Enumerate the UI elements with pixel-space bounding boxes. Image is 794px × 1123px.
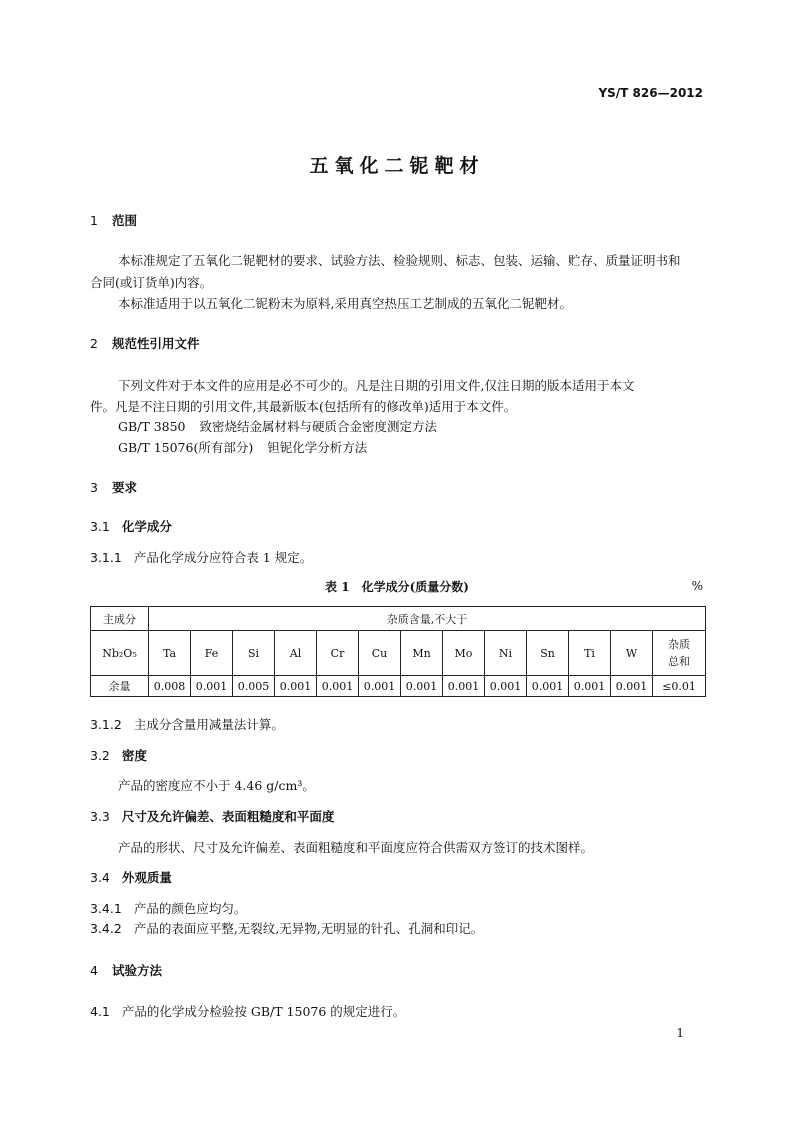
value-cell: 0.001: [359, 676, 401, 697]
element-cell: Mo: [443, 631, 485, 676]
main-value: 余量: [91, 676, 149, 697]
document-title: 五氧化二铌靶材: [309, 155, 485, 177]
impurity-header: 杂质含量,不大于: [149, 607, 706, 631]
table-element-row: [91, 631, 706, 676]
table-value-row: [91, 676, 706, 697]
reference-item: [118, 438, 367, 456]
reference-code: GB/T 3850: [118, 419, 186, 434]
table-unit: %: [691, 579, 703, 593]
section-title: 范围: [111, 213, 137, 228]
value-cell: 0.001: [317, 676, 359, 697]
section-number: 1: [90, 213, 98, 228]
element-cell: Ni: [485, 631, 527, 676]
element-cell: W: [611, 631, 653, 676]
main-formula: Nb₂O₅: [91, 631, 149, 676]
element-cell: Ta: [149, 631, 191, 676]
subsection-3-1-heading: [90, 517, 172, 535]
table-caption: 表 1 化学成分(质量分数): [325, 580, 469, 594]
scope-para-1-line-1: 本标准规定了五氧化二铌靶材的要求、试验方法、检验规则、标志、包装、运输、贮存、质量证明书和: [118, 253, 681, 268]
main-component-header: 主成分: [91, 607, 149, 631]
refs-para-line-1: 下列文件对于本文件的应用是必不可少的。凡是注日期的引用文件,仅注日期的版本适用于本文: [118, 378, 635, 393]
refs-para-line-2: 件。凡是不注日期的引用文件,其最新版本(包括所有的修改单)适用于本文件。: [90, 399, 517, 414]
value-cell: 0.001: [275, 676, 317, 697]
clause-text: 产品的表面应平整,无裂纹,无异物,无明显的针孔、孔洞和印记。: [133, 921, 484, 936]
element-cell: Si: [233, 631, 275, 676]
clause-text: 产品化学成分应符合表 1 规定。: [133, 550, 313, 565]
value-cell: 0.001: [401, 676, 443, 697]
total-value: ≤0.01: [653, 676, 706, 697]
value-cell: 0.008: [149, 676, 191, 697]
clause-4-1: [90, 1002, 405, 1020]
subsection-title: 尺寸及允许偏差、表面粗糙度和平面度: [121, 809, 335, 824]
density-text: 产品的密度应不小于 4.46 g/cm³。: [118, 778, 315, 793]
value-cell: 0.001: [443, 676, 485, 697]
page-number: 1: [676, 1026, 684, 1040]
value-cell: 0.005: [233, 676, 275, 697]
element-cell: Mn: [401, 631, 443, 676]
subsection-3-2-heading: [90, 746, 147, 764]
dimension-text: 产品的形状、尺寸及允许偏差、表面粗糙度和平面度应符合供需双方签订的技术图样。: [118, 840, 594, 855]
reference-title: 钽铌化学分析方法: [267, 440, 368, 455]
subsection-title: 外观质量: [121, 870, 172, 885]
element-cell: Ti: [569, 631, 611, 676]
subsection-number: 3.3: [90, 809, 110, 824]
clause-text: 产品的化学成分检验按 GB/T 15076 的规定进行。: [121, 1004, 406, 1019]
section-2-heading: [90, 334, 199, 352]
element-cell: Cr: [317, 631, 359, 676]
subsection-number: 3.2: [90, 748, 110, 763]
clause-3-1-1: [90, 548, 312, 566]
element-cell: Cu: [359, 631, 401, 676]
value-cell: 0.001: [485, 676, 527, 697]
clause-number: 4.1: [90, 1004, 110, 1019]
clause-3-4-1: [90, 899, 246, 917]
subsection-3-4-heading: [90, 868, 172, 886]
clause-number: 3.1.1: [90, 550, 122, 565]
total-label-line-2: 总和: [668, 655, 691, 668]
subsection-3-3-heading: [90, 807, 334, 825]
section-1-heading: [90, 211, 137, 229]
value-cell: 0.001: [527, 676, 569, 697]
subsection-title: 化学成分: [121, 519, 172, 534]
element-cell: Fe: [191, 631, 233, 676]
total-impurity-header: [653, 631, 706, 676]
clause-text: 主成分含量用减量法计算。: [133, 717, 284, 732]
section-title: 要求: [111, 480, 137, 495]
reference-item: [118, 417, 437, 435]
clause-number: 3.1.2: [90, 717, 122, 732]
element-cell: Al: [275, 631, 317, 676]
reference-title: 致密烧结金属材料与硬质合金密度测定方法: [199, 419, 438, 434]
section-number: 2: [90, 336, 98, 351]
total-label-line-1: 杂质: [668, 638, 691, 651]
section-title: 规范性引用文件: [111, 336, 200, 351]
subsection-number: 3.1: [90, 519, 110, 534]
chemical-composition-table: [90, 606, 706, 697]
clause-number: 3.4.2: [90, 921, 122, 936]
section-3-heading: [90, 478, 137, 496]
section-4-heading: [90, 961, 162, 979]
subsection-title: 密度: [121, 748, 147, 763]
scope-para-2: 本标准适用于以五氧化二铌粉末为原料,采用真空热压工艺制成的五氧化二铌靶材。: [118, 296, 572, 311]
section-number: 4: [90, 963, 98, 978]
value-cell: 0.001: [191, 676, 233, 697]
subsection-number: 3.4: [90, 870, 110, 885]
clause-text: 产品的颜色应均匀。: [133, 901, 247, 916]
clause-3-1-2: [90, 715, 284, 733]
scope-para-1-line-2: 合同(或订货单)内容。: [90, 275, 213, 290]
clause-3-4-2: [90, 919, 483, 937]
standard-code: YS/T 826—2012: [598, 86, 703, 100]
section-title: 试验方法: [111, 963, 162, 978]
element-cell: Sn: [527, 631, 569, 676]
reference-code: GB/T 15076(所有部分): [118, 440, 254, 455]
value-cell: 0.001: [569, 676, 611, 697]
table-header-row: [91, 607, 706, 631]
section-number: 3: [90, 480, 98, 495]
clause-number: 3.4.1: [90, 901, 122, 916]
value-cell: 0.001: [611, 676, 653, 697]
